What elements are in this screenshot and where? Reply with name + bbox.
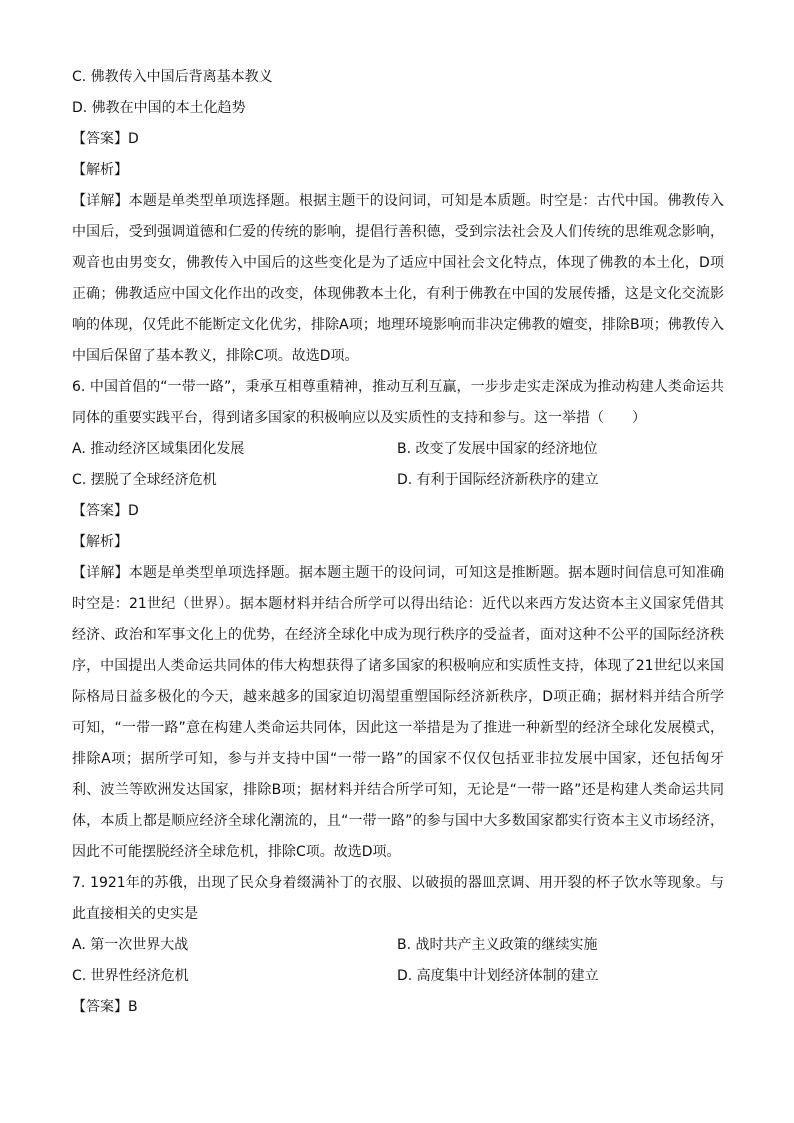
q6-option-d: D. 有利于国际经济新秩序的建立 [397,472,599,488]
q6-option-c: C. 摆脱了全球经济危机 [72,472,217,488]
q7-stem: 7. 1921年的苏俄，出现了民众身着缀满补丁的衣服、以破损的器皿烹调、用开裂的杯子饮水等现象。与此直接相关的史实是 [72,875,724,922]
q6-stem: 6. 中国首倡的“一带一路”，秉承互相尊重精神，推动互利互赢，一步步走实走深成为推动构建人类命运共同体的重要实践平台，得到诸多国家的积极响应以及实质性的支持和参与。这一举措（ ） [72,379,724,426]
q6-options-row-1 [72,434,724,465]
document-page [72,62,724,1023]
q7-option-b: B. 战时共产主义政策的继续实施 [397,937,598,953]
q5-option-d: D. 佛教在中国的本土化趋势 [72,100,246,116]
q5-answer: 【答案】D [72,131,139,147]
q6-answer: 【答案】D [72,503,139,519]
q7-options-row-2 [72,961,724,992]
q6-detail: 【详解】本题是单类型单项选择题。据本题主题干的设问词，可知这是推断题。据本题时间信息可知准确时空是：21世纪（世界）。据本题材料并结合所学可以得出结论：近代以来西方发达资本主义国家凭借其经济、政治和军事文化上的优势，在经济全球化中成为现行秩序的受益者，面对这种不公平的国际经济秩序，中国提出人类命运共同体的伟大构想获得了诸多国家的积极响应和实质性支持，体现了21世纪以来国际格局日益多极化的今天，越来越多的国家迫切渴望重塑国际经济新秩序，D项正确；据材料并结合所学可知，“一带一路”意在构建人类命运共同体，因此这一举措是为了推进一种新型的经济全球化发展模式，排除A项；据所学可知，参与并支持中国“一带一路”的国家不仅仅包括亚非拉发展中国家，还包括匈牙利、波兰等欧洲发达国家，排除B项；据材料并结合所学可知，无论是“一带一路”还是构建人类命运共同体，本质上都是顺应经济全球化潮流的，且“一带一路”的参与国中大多数国家都实行资本主义市场经济，因此不可能摆脱经济全球危机，排除C项。故选D项。 [72,565,724,860]
q5-option-c: C. 佛教传入中国后背离基本教义 [72,69,273,85]
q6-options-row-2 [72,465,724,496]
q6-analysis-label: 【解析】 [72,534,128,550]
q7-option-d: D. 高度集中计划经济体制的建立 [397,968,599,984]
q7-options-row-1 [72,930,724,961]
q6-option-b: B. 改变了发展中国家的经济地位 [397,441,598,457]
q5-analysis-label: 【解析】 [72,162,128,178]
q7-option-a: A. 第一次世界大战 [72,937,189,953]
q7-option-c: C. 世界性经济危机 [72,968,189,984]
q7-answer: 【答案】B [72,999,138,1015]
q5-detail: 【详解】本题是单类型单项选择题。根据主题干的设问词，可知是本质题。时空是：古代中国。佛教传入中国后，受到强调道德和仁爱的传统的影响，提倡行善积德，受到宗法社会及人们传统的思维观念影响，观音也由男变女，佛教传入中国后的这些变化是为了适应中国社会文化特点，体现了佛教的本土化，D项正确；佛教适应中国文化作出的改变，体现佛教本土化，有利于佛教在中国的发展传播，这是文化交流影响的体现，仅凭此不能断定文化优劣，排除A项；地理环境影响而非决定佛教的嬗变，排除B项；佛教传入中国后保留了基本教义，排除C项。故选D项。 [72,193,724,364]
q6-option-a: A. 推动经济区域集团化发展 [72,441,245,457]
